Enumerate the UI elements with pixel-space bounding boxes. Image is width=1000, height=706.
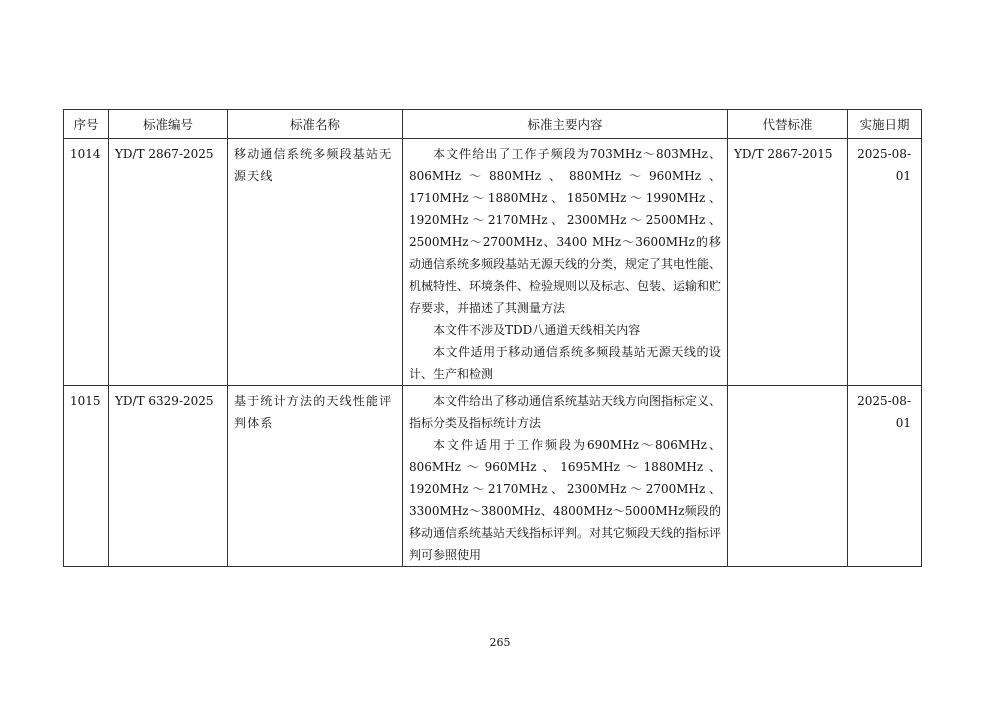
content-paragraph: 本文件给出了工作子频段为703MHz～803MHz、806MHz～880MHz、880MHz～960MHz、1710MHz～1880MHz、1850MHz～1990MHz、1920MHz～2170MHz、2300MHz～2500MHz、2500MHz～2700MHz、3400 MHz～3600MHz的移动通信系统多频段基站无源天线的分类，规定了其电性能、机械特性、环境条件、检验规则以及标志、包装、运输和贮存要求，并描述了其测量方法: [409, 147, 722, 315]
row-replaced-standard: [728, 386, 848, 567]
header-replaced-standard: 代替标准: [728, 110, 848, 139]
row-implementation-date-text: 2025-08-01: [857, 394, 911, 430]
row-serial-number-text: 1015: [70, 394, 101, 408]
row-standard-name-text: 移动通信系统多频段基站无源天线: [234, 147, 393, 183]
standards-table: [63, 109, 922, 567]
header-implementation-date: 实施日期: [848, 110, 922, 139]
header-serial-number: 序号: [64, 110, 109, 139]
row-standard-code-text: YD/T 6329-2025: [115, 394, 214, 408]
content-paragraph: 本文件给出了移动通信系统基站天线方向图指标定义、指标分类及指标统计方法: [409, 394, 722, 430]
row-implementation-date-text: 2025-08-01: [857, 147, 911, 183]
row-standard-code-text: YD/T 2867-2025: [115, 147, 214, 161]
row-replaced-standard-text: YD/T 2867-2015: [734, 147, 833, 161]
header-standard-name: 标准名称: [228, 110, 403, 139]
row-standard-name: [228, 139, 403, 386]
row-content-block: [403, 139, 727, 385]
row-content-block: [403, 386, 727, 566]
page-number: 265: [489, 636, 511, 649]
row-standard-name-text: 基于统计方法的天线性能评判体系: [234, 394, 393, 430]
content-paragraph: 本文件适用于工作频段为690MHz～806MHz、806MHz～960MHz、1695MHz～1880MHz、1920MHz～2170MHz、2300MHz～2700MHz、3300MHz～3800MHz、4800MHz～5000MHz频段的移动通信系统基站天线指标评判。对其它频段天线的指标评判可参照使用: [409, 438, 722, 562]
row-main-content: [403, 386, 728, 567]
header-main-content: 标准主要内容: [403, 110, 728, 139]
row-standard-code: [109, 386, 228, 567]
row-serial-number-text: 1014: [70, 147, 101, 161]
row-main-content: [403, 139, 728, 386]
row-implementation-date: [848, 139, 922, 386]
table-header-row: [64, 110, 922, 139]
row-serial-number: [64, 139, 109, 386]
row-replaced-standard-text: [728, 386, 847, 390]
content-paragraph: 本文件不涉及TDD八通道天线相关内容: [433, 323, 641, 337]
row-serial-number: [64, 386, 109, 567]
table-row: [64, 139, 922, 386]
row-implementation-date: [848, 386, 922, 567]
table-row: [64, 386, 922, 567]
header-standard-code: 标准编号: [109, 110, 228, 139]
row-standard-name: [228, 386, 403, 567]
row-replaced-standard: [728, 139, 848, 386]
row-standard-code: [109, 139, 228, 386]
content-paragraph: 本文件适用于移动通信系统多频段基站无源天线的设计、生产和检测: [409, 345, 721, 381]
